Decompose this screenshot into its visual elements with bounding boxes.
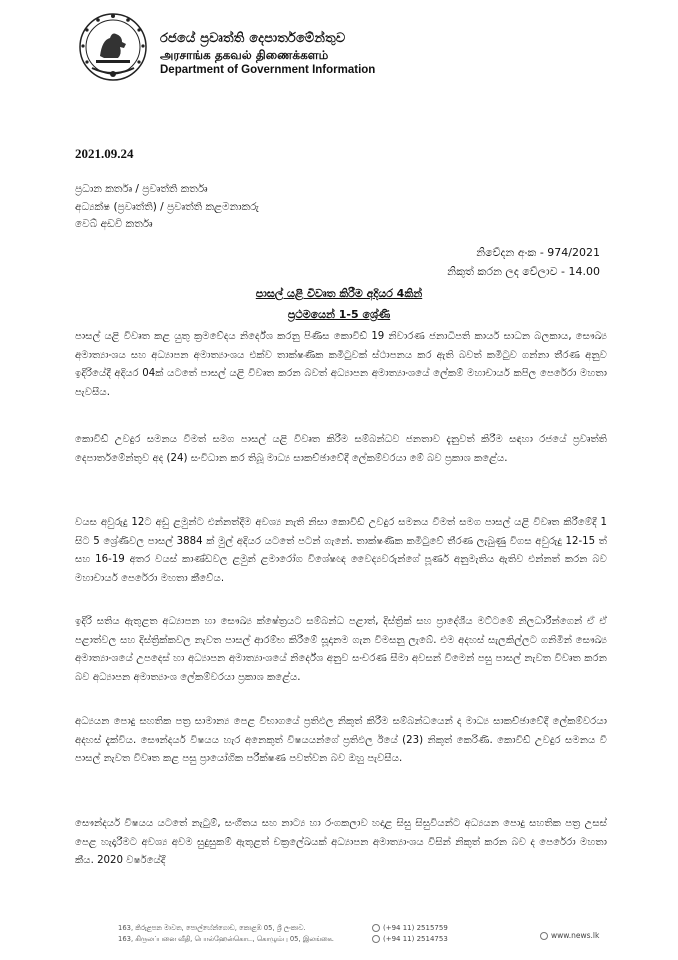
recipient-line: වෙබ් අඩවි කර්තෘ: [75, 218, 153, 230]
fax-icon: [372, 935, 380, 943]
document-title: පාසල් යළි විවෘත කිරීම අදියර 4කින්: [255, 287, 423, 300]
recipient-line: ප්‍රධාන කර්තෘ / ප්‍රවෘත්ති කර්තෘ: [75, 183, 208, 195]
reference-block: [447, 243, 600, 281]
footer-address-sinhala: 163, කිරුළපන මාවත, පොල්හේන්ගොඩ, කොළඹ 05, ශ්‍රී ලංකාව.: [118, 924, 306, 932]
globe-icon: [540, 932, 548, 940]
body-paragraph: අධ්‍යයන පොදු සහතික පත්‍ර සාමාන්‍ය පෙළ විභාගයේ ප්‍රතිඵල නිකුත් කිරීම සම්බන්ධයෙන් ද මාධ්‍ය සාකච්ඡාවේදී ලේකම්වරයා අදහස් දැක්විය. සෞන්දර්ය විෂයය හැර අනෙකුත් විෂයයන්ගේ ප්‍රතිඵල ඊයේ (23) නිකුත් කෙරිණි. කොවිඩ් උවදුර සමනය වී පාසල් නැවත විවෘත කළ පසු ප්‍රායෝගික පරීක්ෂණ පවත්වන බව ඔහු පැවසීය.: [75, 716, 607, 764]
body-paragraph: පාසල් යළි විවෘත කළ යුතු ක්‍රමවේදය නිර්දේශ කරනු පිණිස කොවිඩ් 19 නිවාරණ ජනාධිපති කාර්ය සාධන බලකාය, සෞඛ්‍ය අමාත්‍යාංශය සහ අධ්‍යාපන අමාත්‍යාංශය එක්ව තාක්ෂණික කමිටුවක් ස්ථාපනය කර ඇති බවත් කමිටුව ගන්නා තීරණ අනුව ඉදිරියේදී අදියර 04ක් යටතේ පාසල් යළි විවෘත කරන බවත් අධ්‍යාපන අමාත්‍යාංශයේ ලේකම් මහාචාර්ය කපිල පෙරේරා මහතා පැවසීය.: [75, 331, 607, 398]
body-paragraph: කොවිඩ් උවදුර සමනය වීමත් සමග පාසල් යළි විවෘත කිරීම සම්බන්ධව ජනතාව දැනුවත් කිරීම සඳහා රජයේ ප්‍රවෘත්ති දෙපාර්තමේන්තුව අද (24) සංවිධාන කර තිබූ මාධ්‍ය සාකච්ඡාවේදී ලේකම්වරයා මේ බව ප්‍රකාශ කළේය.: [75, 434, 607, 464]
footer-website-block: [540, 931, 599, 940]
footer-website: www.news.lk: [551, 931, 600, 940]
footer-phone: (+94 11) 2515759: [383, 924, 448, 932]
org-name-tamil: அரசாங்க தகவல் திணைக்களம்: [160, 48, 329, 62]
org-name-english: Department of Government Information: [160, 64, 376, 76]
organization-name-block: [160, 30, 375, 78]
sri-lanka-emblem-icon: [78, 10, 148, 84]
recipient-line: අධ්‍යක්ෂ (ප්‍රවෘත්ති) / ප්‍රවෘත්ති කළමනාකරු: [75, 200, 259, 213]
org-name-sinhala: රජයේ ප්‍රවෘත්ති දෙපාර්තමේන්තුව: [160, 31, 346, 46]
notice-number: නිවේදන අංක - 974/2021: [476, 246, 600, 259]
phone-icon: [372, 924, 380, 932]
recipients-block: [75, 181, 259, 234]
release-date: 2021.09.24: [75, 146, 134, 161]
issue-time: නිකුත් කරන ලද වේලාව - 14.00: [447, 265, 600, 278]
body-paragraph: වයස අවුරුදු 12ට අඩු ළමුන්ට එන්නත්දීම අවශ්‍ය නැති නිසා කොවිඩ් උවදුර සමනය වීමත් සමග පාසල් යළි විවෘත කිරීමේදී 1 සිට 5 ශ්‍රේණිවල පාසල් 3884 ක් මුල් අදියර යටතේ පටන් ගැනේ. තාක්ෂණික කමිටුවේ තීරණ ලැබුණු විගස අවුරුදු 12-15 ත් සහ 16-19 අතර වයස් කාණ්ඩවල ළමුන් ළමාරෝග විශේෂඥ වෛද්‍යවරුන්ගේ පූර්ණ අනුමැතිය ඇතිව එන්නත් කරන බව මහාචාර්ය පෙරේරා මහතා කීවේය.: [75, 517, 607, 584]
footer-address-tamil: 163, கிருலப்பனை வீதி, பொல்ஹேன்கொட, கொழும்பு 05, இலங்கை.: [118, 935, 334, 943]
body-paragraph: ඉදිරි සතිය ඇතුළත අධ්‍යාපන හා සෞඛ්‍ය ක්ෂේත්‍රයට සම්බන්ධ පළාත්, දිස්ත්‍රික් සහ ප්‍රාදේශීය මට්ටමේ නිලධාරීන්ගෙන් ඒ ඒ පළාත්වල සහ දිස්ත්‍රික්කවල නැවත පාසල් ආරම්භ කිරීමේ සූදානම ගැන විමසනු ලැබේ. එම අදහස් සැලකිල්ලට ගනිමින් සෞඛ්‍ය අමාත්‍යාංශයේ උපදෙස් හා අධ්‍යාපන අමාත්‍යාංශයේ නිර්දේශ අනුව සංචරණ සීමා අවසන් වීමෙන් පසු පාසල් නැවත විවෘත කරන බව අධ්‍යාපන අමාත්‍යාංශ ලේකම්වරයා ප්‍රකාශ කළේය.: [75, 616, 607, 683]
document-subtitle: ප්‍රථමයෙන් 1-5 ශ්‍රේණි: [287, 308, 391, 321]
footer-contacts: [372, 923, 448, 945]
footer-fax: (+94 11) 2514753: [383, 935, 448, 943]
footer-address: [118, 923, 334, 945]
body-paragraph: සෞන්දර්ය විෂයය යටතේ නැටුම්, සංගීතය සහ නාට්‍ය හා රංගකලාව හදාළ සිසු සිසුවියන්ට අධ්‍යයන පොදු සහතික පත්‍ර උසස් පෙළ හැදෑරීමට අවශ්‍ය අවම සුදුසුකම් ඇතුළත් චක්‍රලේඛයක් අධ්‍යාපන අමාත්‍යාංශය විසින් නිකුත් කරන බව ද පෙරේරා මහතා කීය. 2020 වර්ෂයේදී: [75, 818, 607, 866]
